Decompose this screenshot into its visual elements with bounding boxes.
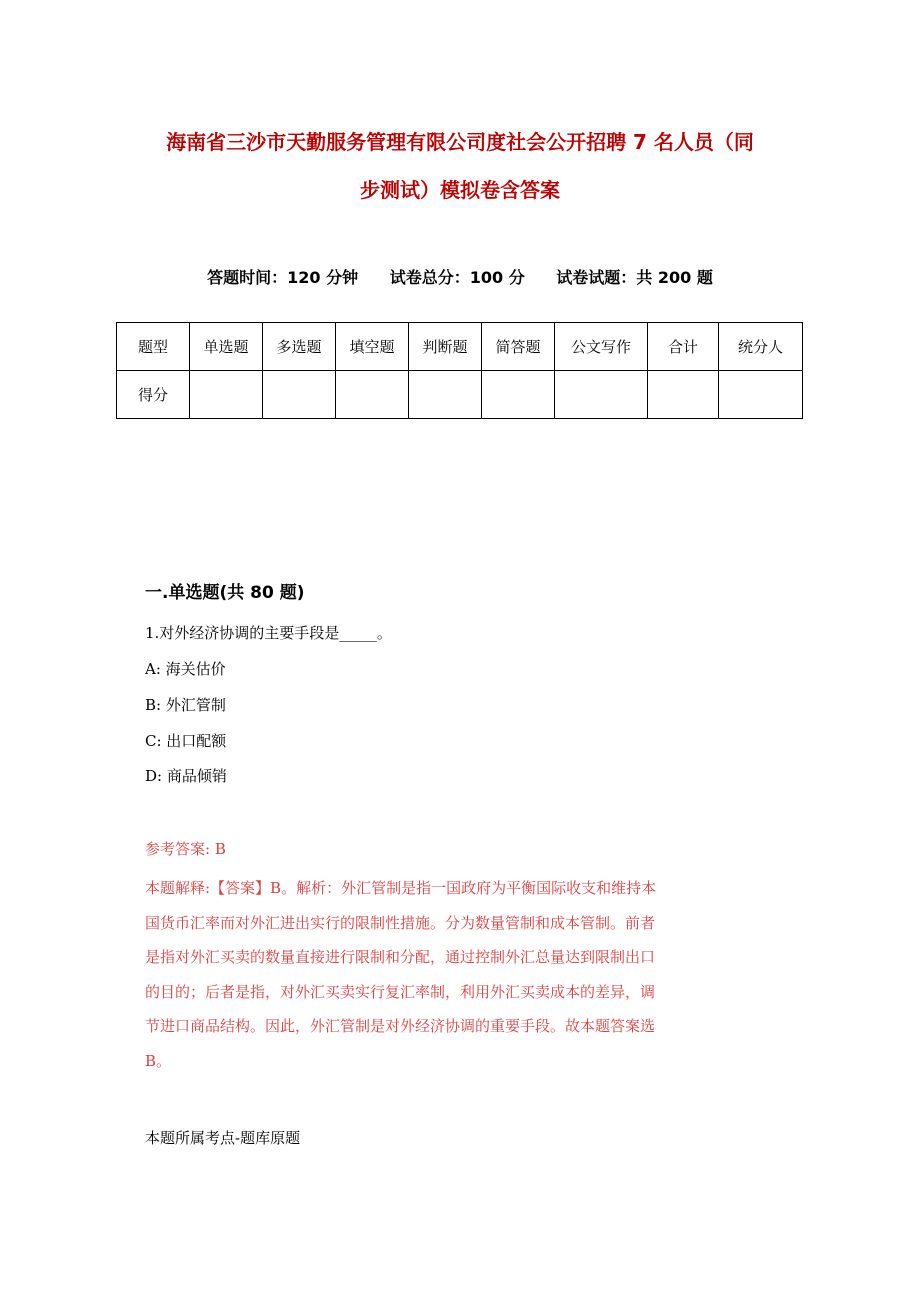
explanation-line: 节进口商品结构。因此，外汇管制是对外经济协调的重要手段。故本题答案选 — [145, 1017, 656, 1036]
table-header-cell: 公文写作 — [555, 323, 648, 371]
score-table — [116, 322, 803, 419]
table-header-cell: 简答题 — [482, 323, 555, 371]
section-heading: 一.单选题(共 80 题) — [145, 583, 305, 603]
table-header-cell: 判断题 — [409, 323, 482, 371]
score-input-cell[interactable] — [409, 371, 482, 419]
title-line-1: 海南省三沙市天勤服务管理有限公司度社会公开招聘 7 名人员（同 — [166, 130, 754, 154]
score-input-cell[interactable] — [555, 371, 648, 419]
option-b: B: 外汇管制 — [145, 696, 226, 714]
explanation-line: 的目的；后者是指，对外汇买卖实行复汇率制，利用外汇买卖成本的差异，调 — [145, 982, 656, 1001]
table-header-cell: 题型 — [117, 323, 190, 371]
exam-info — [0, 266, 920, 290]
table-header-cell: 合计 — [648, 323, 719, 371]
table-header-cell: 统分人 — [719, 323, 803, 371]
table-header-cell: 单选题 — [190, 323, 263, 371]
explanation-line: 国货币汇率而对外汇进出实行的限制性措施。分为数量管制和成本管制。前者 — [145, 913, 656, 932]
explanation-line: 是指对外汇买卖的数量直接进行限制和分配，通过控制外汇总量达到限制出口 — [145, 948, 656, 967]
exam-time: 答题时间：120 分钟 — [207, 268, 359, 287]
score-input-cell[interactable] — [190, 371, 263, 419]
score-table-header-row — [117, 323, 803, 371]
reference-answer: 参考答案: B — [145, 840, 226, 858]
score-input-cell[interactable] — [719, 371, 803, 419]
knowledge-point: 本题所属考点-题库原题 — [145, 1129, 301, 1147]
score-input-cell[interactable] — [336, 371, 409, 419]
score-table-score-row — [117, 371, 803, 419]
score-input-cell[interactable] — [482, 371, 555, 419]
score-input-cell[interactable] — [263, 371, 336, 419]
exam-total-questions: 试卷试题：共 200 题 — [556, 268, 713, 287]
answer-explanation — [145, 871, 775, 1079]
exam-total-score: 试卷总分：100 分 — [389, 268, 525, 287]
table-header-cell: 填空题 — [336, 323, 409, 371]
score-input-cell[interactable] — [648, 371, 719, 419]
question-stem: 1.对外经济协调的主要手段是_____。 — [145, 624, 392, 642]
page-title — [120, 118, 800, 214]
option-d: D: 商品倾销 — [145, 767, 227, 785]
explanation-line: 本题解释:【答案】B。解析：外汇管制是指一国政府为平衡国际收支和维持本 — [145, 879, 657, 897]
explanation-line: B。 — [145, 1051, 172, 1070]
table-header-cell: 多选题 — [263, 323, 336, 371]
title-line-2: 步测试）模拟卷含答案 — [360, 178, 560, 202]
option-c: C: 出口配额 — [145, 732, 227, 750]
option-a: A: 海关估价 — [145, 660, 226, 678]
score-row-label: 得分 — [117, 371, 190, 419]
